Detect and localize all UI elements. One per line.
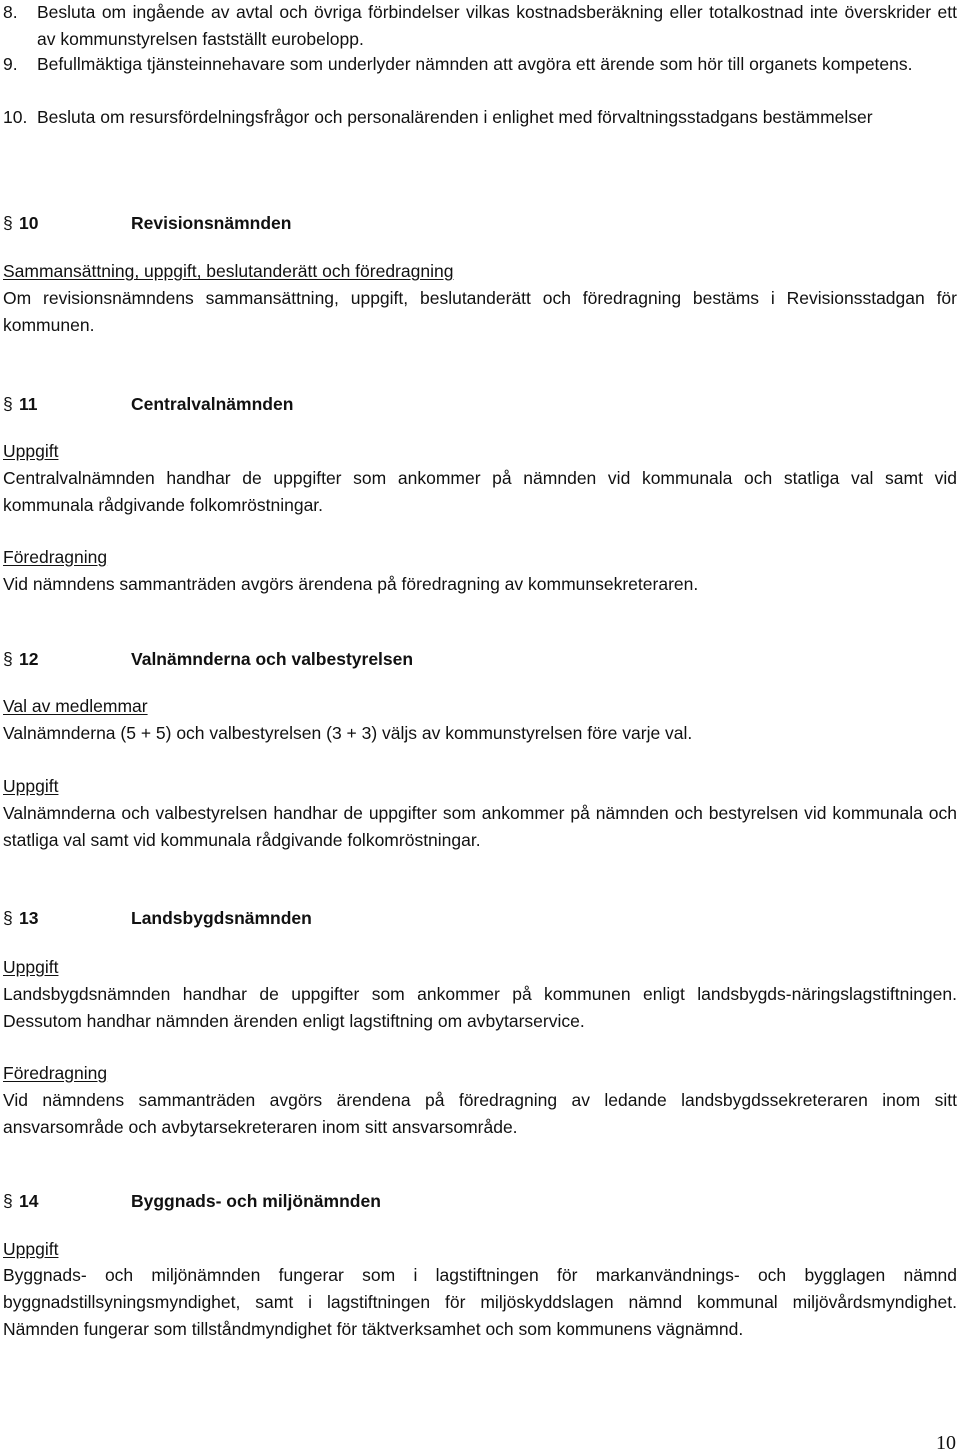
section-number: 10 (19, 213, 39, 233)
subheading: Sammansättning, uppgift, beslutanderätt och föredragning (3, 261, 454, 281)
paragraph: Valnämnderna (5 + 5) och valbestyrelsen (3 + 3) väljs av kommunstyrelsen före varje val. (3, 723, 693, 743)
paragraph: Landsbygdsnämnden handhar de uppgifter som ankommer på kommunen enligt landsbygds-näringslagstiftningen. Dessutom handhar nämnden ärenden enligt lagstiftning om avbytarservice. (3, 984, 957, 1031)
list-item (3, 104, 957, 131)
list-item-text: Besluta om ingående av avtal och övriga förbindelser vilkas kostnadsberäkning eller totalkostnad inte överskrider ett av kommunstyrelsen fastställt eurobelopp. (37, 2, 957, 49)
page-number: 10 (936, 1432, 956, 1454)
section-number: 11 (19, 394, 38, 414)
subheading: Uppgift (3, 957, 59, 977)
list-item-number: 8. (3, 2, 18, 22)
subheading: Uppgift (3, 1239, 59, 1259)
section-number: 13 (19, 908, 39, 928)
paragraph-sign: § (3, 1191, 13, 1211)
paragraph-sign: § (3, 649, 13, 669)
paragraph: Vid nämndens sammanträden avgörs ärendena på föredragning av kommunsekreteraren. (3, 574, 699, 594)
paragraph: Byggnads- och miljönämnden fungerar som i lagstiftningen för markanvändnings- och bygglagen nämnd byggnadstillsyningsmyndighet, samt i lagstiftningen för miljöskyddslagen nämnd kommunal miljövårdsmyndighet. Nämnden fungerar som tillståndmyndighet för täktverksamhet och som kommunens vägnämnd. (3, 1265, 957, 1339)
list-item (3, 0, 957, 49)
paragraph-sign: § (3, 908, 13, 928)
section-title: Landsbygdsnämnden (131, 908, 312, 928)
section-title: Byggnads- och miljönämnden (131, 1191, 381, 1211)
section-title: Centralvalnämnden (131, 394, 294, 414)
section-title: Valnämnderna och valbestyrelsen (131, 649, 414, 669)
list-item-number: 10. (3, 107, 28, 127)
section-number: 14 (19, 1191, 39, 1211)
paragraph: Vid nämndens sammanträden avgörs ärendena på föredragning av ledande landsbygdssekreteraren inom sitt ansvarsområde och avbytarsekreteraren inom sitt ansvarsområde. (3, 1090, 957, 1137)
paragraph: Om revisionsnämndens sammansättning, uppgift, beslutanderätt och föredragning bestäms i Revisionsstadgan för kommunen. (3, 288, 957, 335)
paragraph-sign: § (3, 394, 13, 414)
subheading: Föredragning (3, 547, 108, 567)
paragraph: Valnämnderna och valbestyrelsen handhar de uppgifter som ankommer på nämnden och bestyrelsen vid kommunala och statliga val samt vid kommunala rådgivande folkomröstningar. (3, 803, 957, 850)
subheading: Val av medlemmar (3, 696, 148, 716)
subheading: Uppgift (3, 776, 59, 796)
section-number: 12 (19, 649, 39, 669)
paragraph-sign: § (3, 213, 13, 233)
list-item-number: 9. (3, 54, 18, 74)
list-item-text: Befullmäktiga tjänsteinnehavare som underlyder nämnden att avgöra ett ärende som hör till organets kompetens. (37, 54, 913, 74)
list-item (3, 51, 957, 78)
section-title: Revisionsnämnden (131, 213, 292, 233)
paragraph: Centralvalnämnden handhar de uppgifter som ankommer på nämnden vid kommunala och statliga val samt vid kommunala rådgivande folkomröstningar. (3, 468, 957, 515)
subheading: Föredragning (3, 1063, 108, 1083)
subheading: Uppgift (3, 441, 59, 461)
list-item-text: Besluta om resursfördelningsfrågor och personalärenden i enlighet med förvaltningsstadgans bestämmelser (37, 107, 873, 127)
